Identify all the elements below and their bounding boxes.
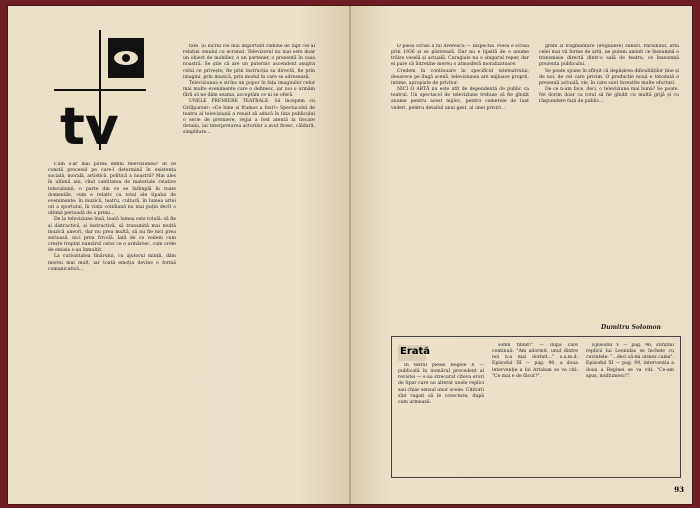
- paragraph: somn tihnit!" — după care continuă: "Am adormit, unul dintre noi n-a mai dormit..." s.a.m.d. Episodul III — pag. 90, a doua intervenție a lui Artaban se va citi: "Ce mai e de făcut?".: [492, 343, 578, 379]
- paragraph: Televiziunea e strîns un popor în fața imaginilor celor mai multe evenimente care o definesc, iar noi o urmăm fără să ne dăm seama, acceptăm ce ni se oferă.: [183, 80, 315, 99]
- errata-column-a: [398, 363, 484, 473]
- paragraph: Credem în continuare în specificul teleteatrului, deoarece pe lîngă scenă, televiziunea are mijloace proprii, intime, apropiate de privitor.: [391, 68, 529, 86]
- paragraph: tate. Și lucrul cel mai important rămîne de fapt cel al relației omului cu ecranul. Televizorul nu mai este doar un obiect de mobilier, e un partener, o prezență în casa noastră. Se știe că are un puternic ascendent asupra celui ce privește, fie prin instrucția sa directă, fie prin imagini, prin muzică, prin modul în care se adresează.: [183, 44, 315, 80]
- paragraph: La curiozitatea tînărului, cu ajutorul minții, dăm mereu mai mult, iar toată emoția devine o formă comunicativă...: [48, 254, 176, 272]
- errata-title: Erată: [398, 345, 426, 361]
- left-page: [8, 6, 349, 504]
- tv-logo: [50, 26, 150, 154]
- paragraph: De ce n-am face, deci, o televiziune mai bună? Se poate. Ne dorim doar ca totul să fie gîndit cu multă grijă și cu răspundere față de public...: [539, 87, 679, 105]
- page-number: 93: [674, 485, 684, 494]
- article-column-4: [539, 44, 679, 318]
- svg-text:tv: tv: [60, 97, 119, 154]
- article-column-1: [48, 162, 176, 492]
- magazine-spread: [8, 6, 692, 504]
- paragraph: De la televiziune însă, toată lumea este totală: să fie și distractivă, și instructivă, să transmită mai multă muzică uneori, dar nu prea multă, să nu fie nici prea serioasă, nici prea frivolă. Iată de ce vedem cum crește treptat numărul celor ce o urmăresc, cum orele de emisie s-au înmulțit.: [48, 217, 176, 254]
- errata-column-b: [492, 343, 578, 473]
- paragraph: grafii și fragmentare (ireguliere) sunori. Parodiind, arta celei mai vii forme de artă, ne putem aminti ce înseamnă o transmisie directă dintr-o sală de teatru, ce înseamnă prezența publicului.: [539, 44, 679, 68]
- errata-column-c: [586, 343, 674, 473]
- errata-box: [391, 336, 681, 478]
- author-signature: Dumitru Solomon: [601, 324, 661, 331]
- paragraph: Episodul V — pag. 96, sfîrșitul replicii lui Leonidas se încheie cu cuvintele: "...deci să-mi urmez calea". Episodul XI — pag. 99, intervenția a doua a Reginei se va citi: "Ce-am spus, mulțumesc!".: [586, 343, 674, 379]
- paragraph: NICI O ARTĂ nu este atît de dependentă de public ca teatrul. Un spectacol de televiziune trebuie să fie gîndit anume pentru acest mijloc, pentru camerele de luat vederi, pentru detaliul unui gest, al unei priviri...: [391, 87, 529, 111]
- paragraph: Cum s-ar mai putea defini televiziunea? In ce constă procesul pe care-l determină în existența socială, morală, artistică, politică a noastră? Mai ales în ultimii ani, cînd cantitatea de materiale relative televiziunii, o parte din ce se întîmplă în toate domeniile, cum e relativ cu total ale tipului de evenimente: în muzică, teatru, cultură, în lumea artei ori a sportului, în viața cotidiană nu mai puțin decît o ultimă perioadă de a primi...: [48, 162, 176, 217]
- paragraph: O piesă scrisă a lui Averescu — Inspectia. Piesa e scrisă prin 1936 și se păstrează. Dar nu e lipsită de o anume trăire veselă și actuală. Caragiale nu e singurul reper, dar el pare că întreține mereu o atmosferă moralizatoare.: [391, 44, 529, 68]
- article-column-2: [183, 44, 315, 494]
- paragraph: UNELE PREMIERE TEATRALE. Să începem cu Grillparzer: «Ce bine și frumos a fost!» Spectacolul de teatru al televiziunii a reușit să aducă în fața publicului o serie de premiere, regia a fost atentă la fiecare detaliu, iar interpretarea actorilor a avut firesc, căldură, simplitate...: [183, 99, 315, 136]
- paragraph: Se poate spune în sfîrșit că depășirea dificultăților ține și de noi, de cei care privim. O producție nouă e totodată o prezență actuală, vie, în care sunt învestite multe eforturi.: [539, 68, 679, 86]
- article-column-3: [391, 44, 529, 329]
- paragraph: In textul piesei Regele X — publicată în numărul precedent al revistei — s-au strecurat cîteva erori de tipar care au alterat unele replici sau chiar sensul unor scene. Cititorii sînt rugați să le corecteze, după cum urmează:: [398, 363, 484, 405]
- right-page: [351, 6, 692, 504]
